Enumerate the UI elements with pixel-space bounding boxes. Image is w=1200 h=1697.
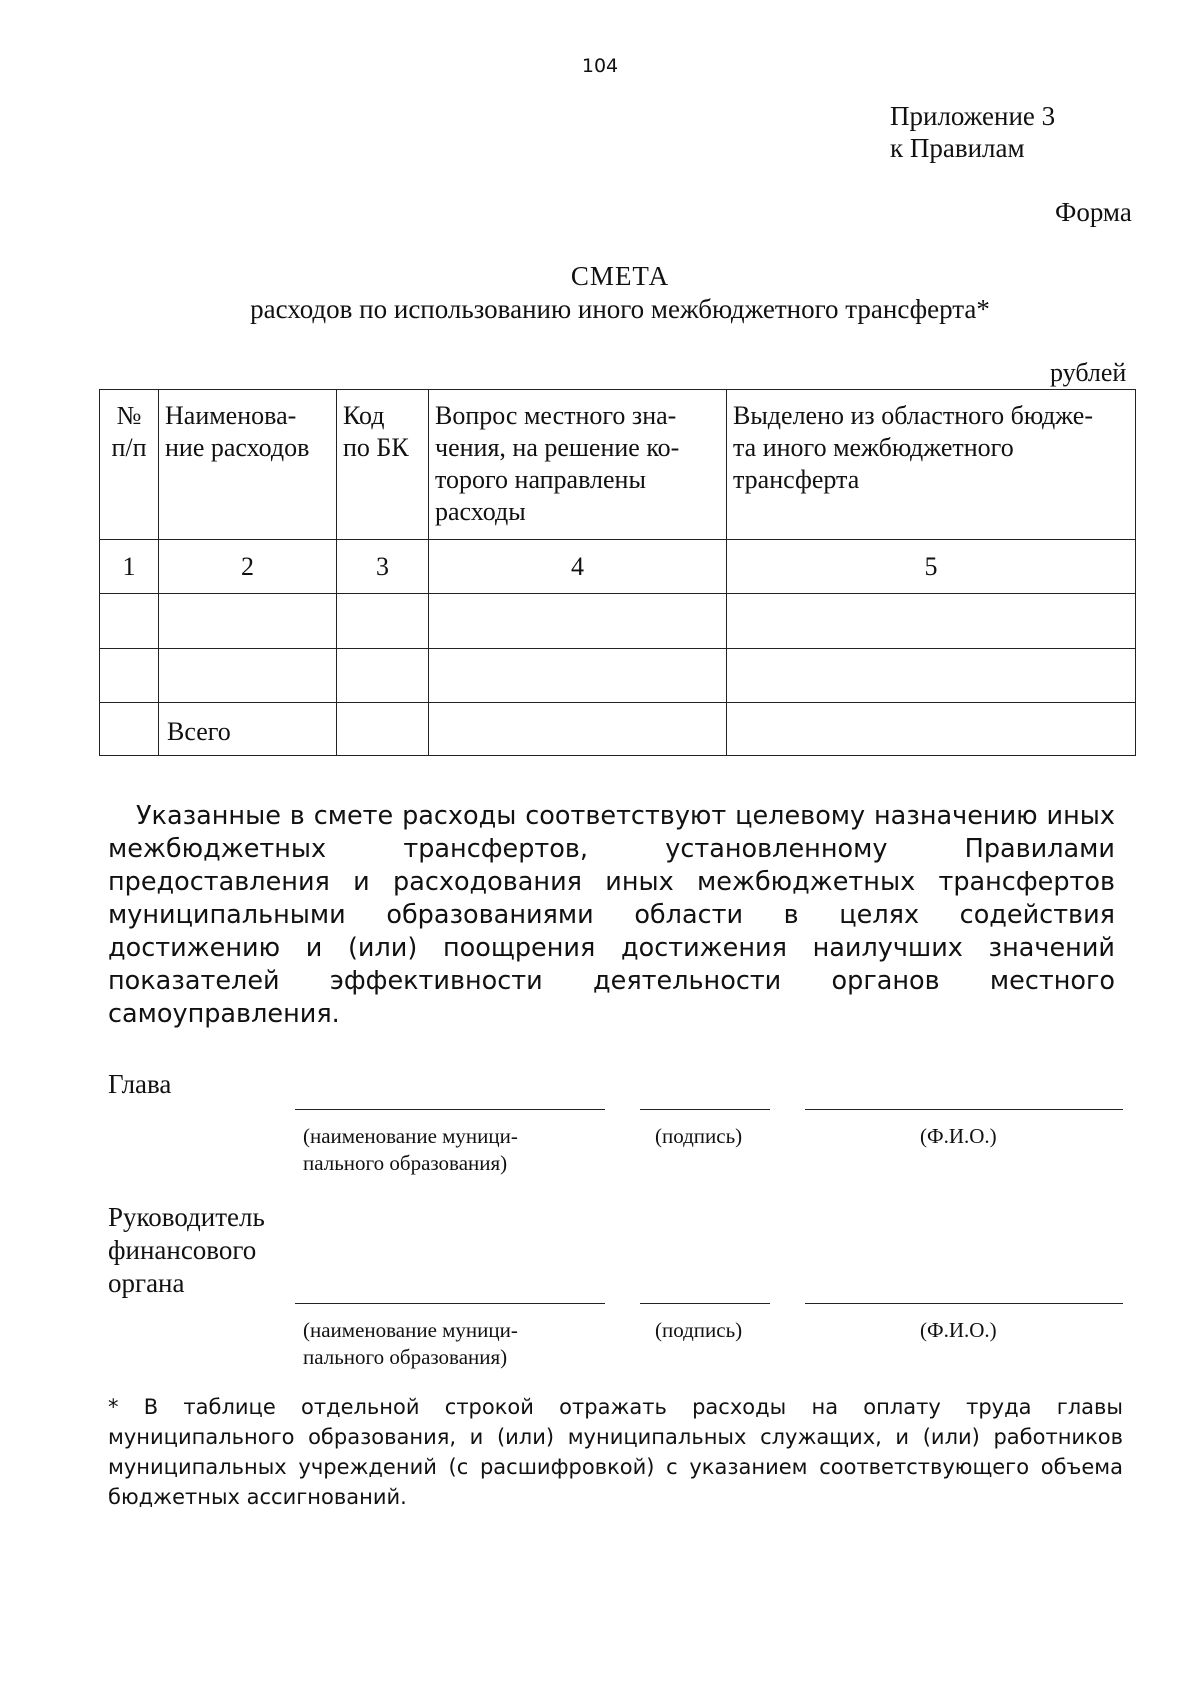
currency-unit: рублей xyxy=(1050,358,1127,387)
column-number-row xyxy=(100,540,1136,594)
column-number: 1 xyxy=(100,540,159,594)
document-subtitle: расходов по использованию иного межбюджетного трансферта* xyxy=(250,294,990,324)
header-cell-number: № п/п xyxy=(100,390,159,540)
signature-line-org[interactable] xyxy=(295,1109,605,1110)
table-cell[interactable] xyxy=(727,594,1136,649)
signature-line-name[interactable] xyxy=(805,1303,1123,1304)
header-cell-budget-code: Код по БК xyxy=(337,390,429,540)
compliance-statement: Указанные в смете расходы соответствуют целевому назначению иных межбюджетных трансфертов, установленному Правилами предоставления и расходования иных межбюджетных трансфертов муниципальными образованиями области в целях содействия достижению и (или) поощрения достижения наилучших значений показателей эффективности деятельности органов местного самоуправления. xyxy=(108,801,1115,1029)
column-number: 2 xyxy=(159,540,337,594)
column-number: 5 xyxy=(727,540,1136,594)
table-cell[interactable] xyxy=(100,703,159,756)
table-cell[interactable] xyxy=(337,594,429,649)
header-cell-local-issue: Вопрос местного зна- чения, на решение ко- торого направлены расходы xyxy=(429,390,727,540)
table-cell[interactable] xyxy=(159,649,337,703)
table-cell[interactable] xyxy=(337,649,429,703)
total-amount-cell[interactable] xyxy=(727,703,1136,756)
caption-name: (Ф.И.О.) xyxy=(920,1318,997,1342)
table-cell[interactable] xyxy=(727,649,1136,703)
table-row xyxy=(100,594,1136,649)
appendix-line-1: Приложение 3 xyxy=(890,101,1056,131)
column-number: 3 xyxy=(337,540,429,594)
footnote: * В таблице отдельной строкой отражать расходы на оплату труда главы муниципального образования, и (или) муниципальных служащих, и (или) работников муниципальных учреждений (с расшифровкой) с указанием соответствующего объема бюджетных ассигнований. xyxy=(108,1395,1123,1509)
caption-org: (наименование муници- пального образования) xyxy=(303,1124,518,1175)
table-cell[interactable] xyxy=(159,594,337,649)
table-row xyxy=(100,649,1136,703)
table-cell[interactable] xyxy=(429,703,727,756)
header-cell-expense-name: Наименова- ние расходов xyxy=(159,390,337,540)
appendix-reference xyxy=(890,100,1055,164)
estimate-table xyxy=(99,389,1136,756)
column-number: 4 xyxy=(429,540,727,594)
total-label: Всего xyxy=(159,703,337,756)
signatory-role-finance: Руководитель финансового органа xyxy=(108,1202,265,1298)
caption-signature: (подпись) xyxy=(655,1124,743,1148)
caption-org: (наименование муници- пального образования) xyxy=(303,1318,518,1369)
signatory-role-head: Глава xyxy=(108,1069,172,1099)
total-row xyxy=(100,703,1136,756)
signature-line-signature[interactable] xyxy=(640,1109,770,1110)
table-cell[interactable] xyxy=(429,594,727,649)
document-title: СМЕТА xyxy=(570,261,670,291)
signature-line-name[interactable] xyxy=(805,1109,1123,1110)
table-header-row xyxy=(100,390,1136,540)
header-cell-allocated-amount: Выделено из областного бюдже- та иного межбюджетного трансферта xyxy=(727,390,1136,540)
page-number: 104 xyxy=(581,55,619,77)
caption-signature: (подпись) xyxy=(655,1318,743,1342)
table-cell[interactable] xyxy=(337,703,429,756)
form-label: Форма xyxy=(1055,197,1132,227)
signature-line-org[interactable] xyxy=(295,1303,605,1304)
table-cell[interactable] xyxy=(100,649,159,703)
signature-line-signature[interactable] xyxy=(640,1303,770,1304)
caption-name: (Ф.И.О.) xyxy=(920,1124,997,1148)
table-cell[interactable] xyxy=(429,649,727,703)
table-cell[interactable] xyxy=(100,594,159,649)
appendix-line-2: к Правилам xyxy=(890,133,1025,163)
